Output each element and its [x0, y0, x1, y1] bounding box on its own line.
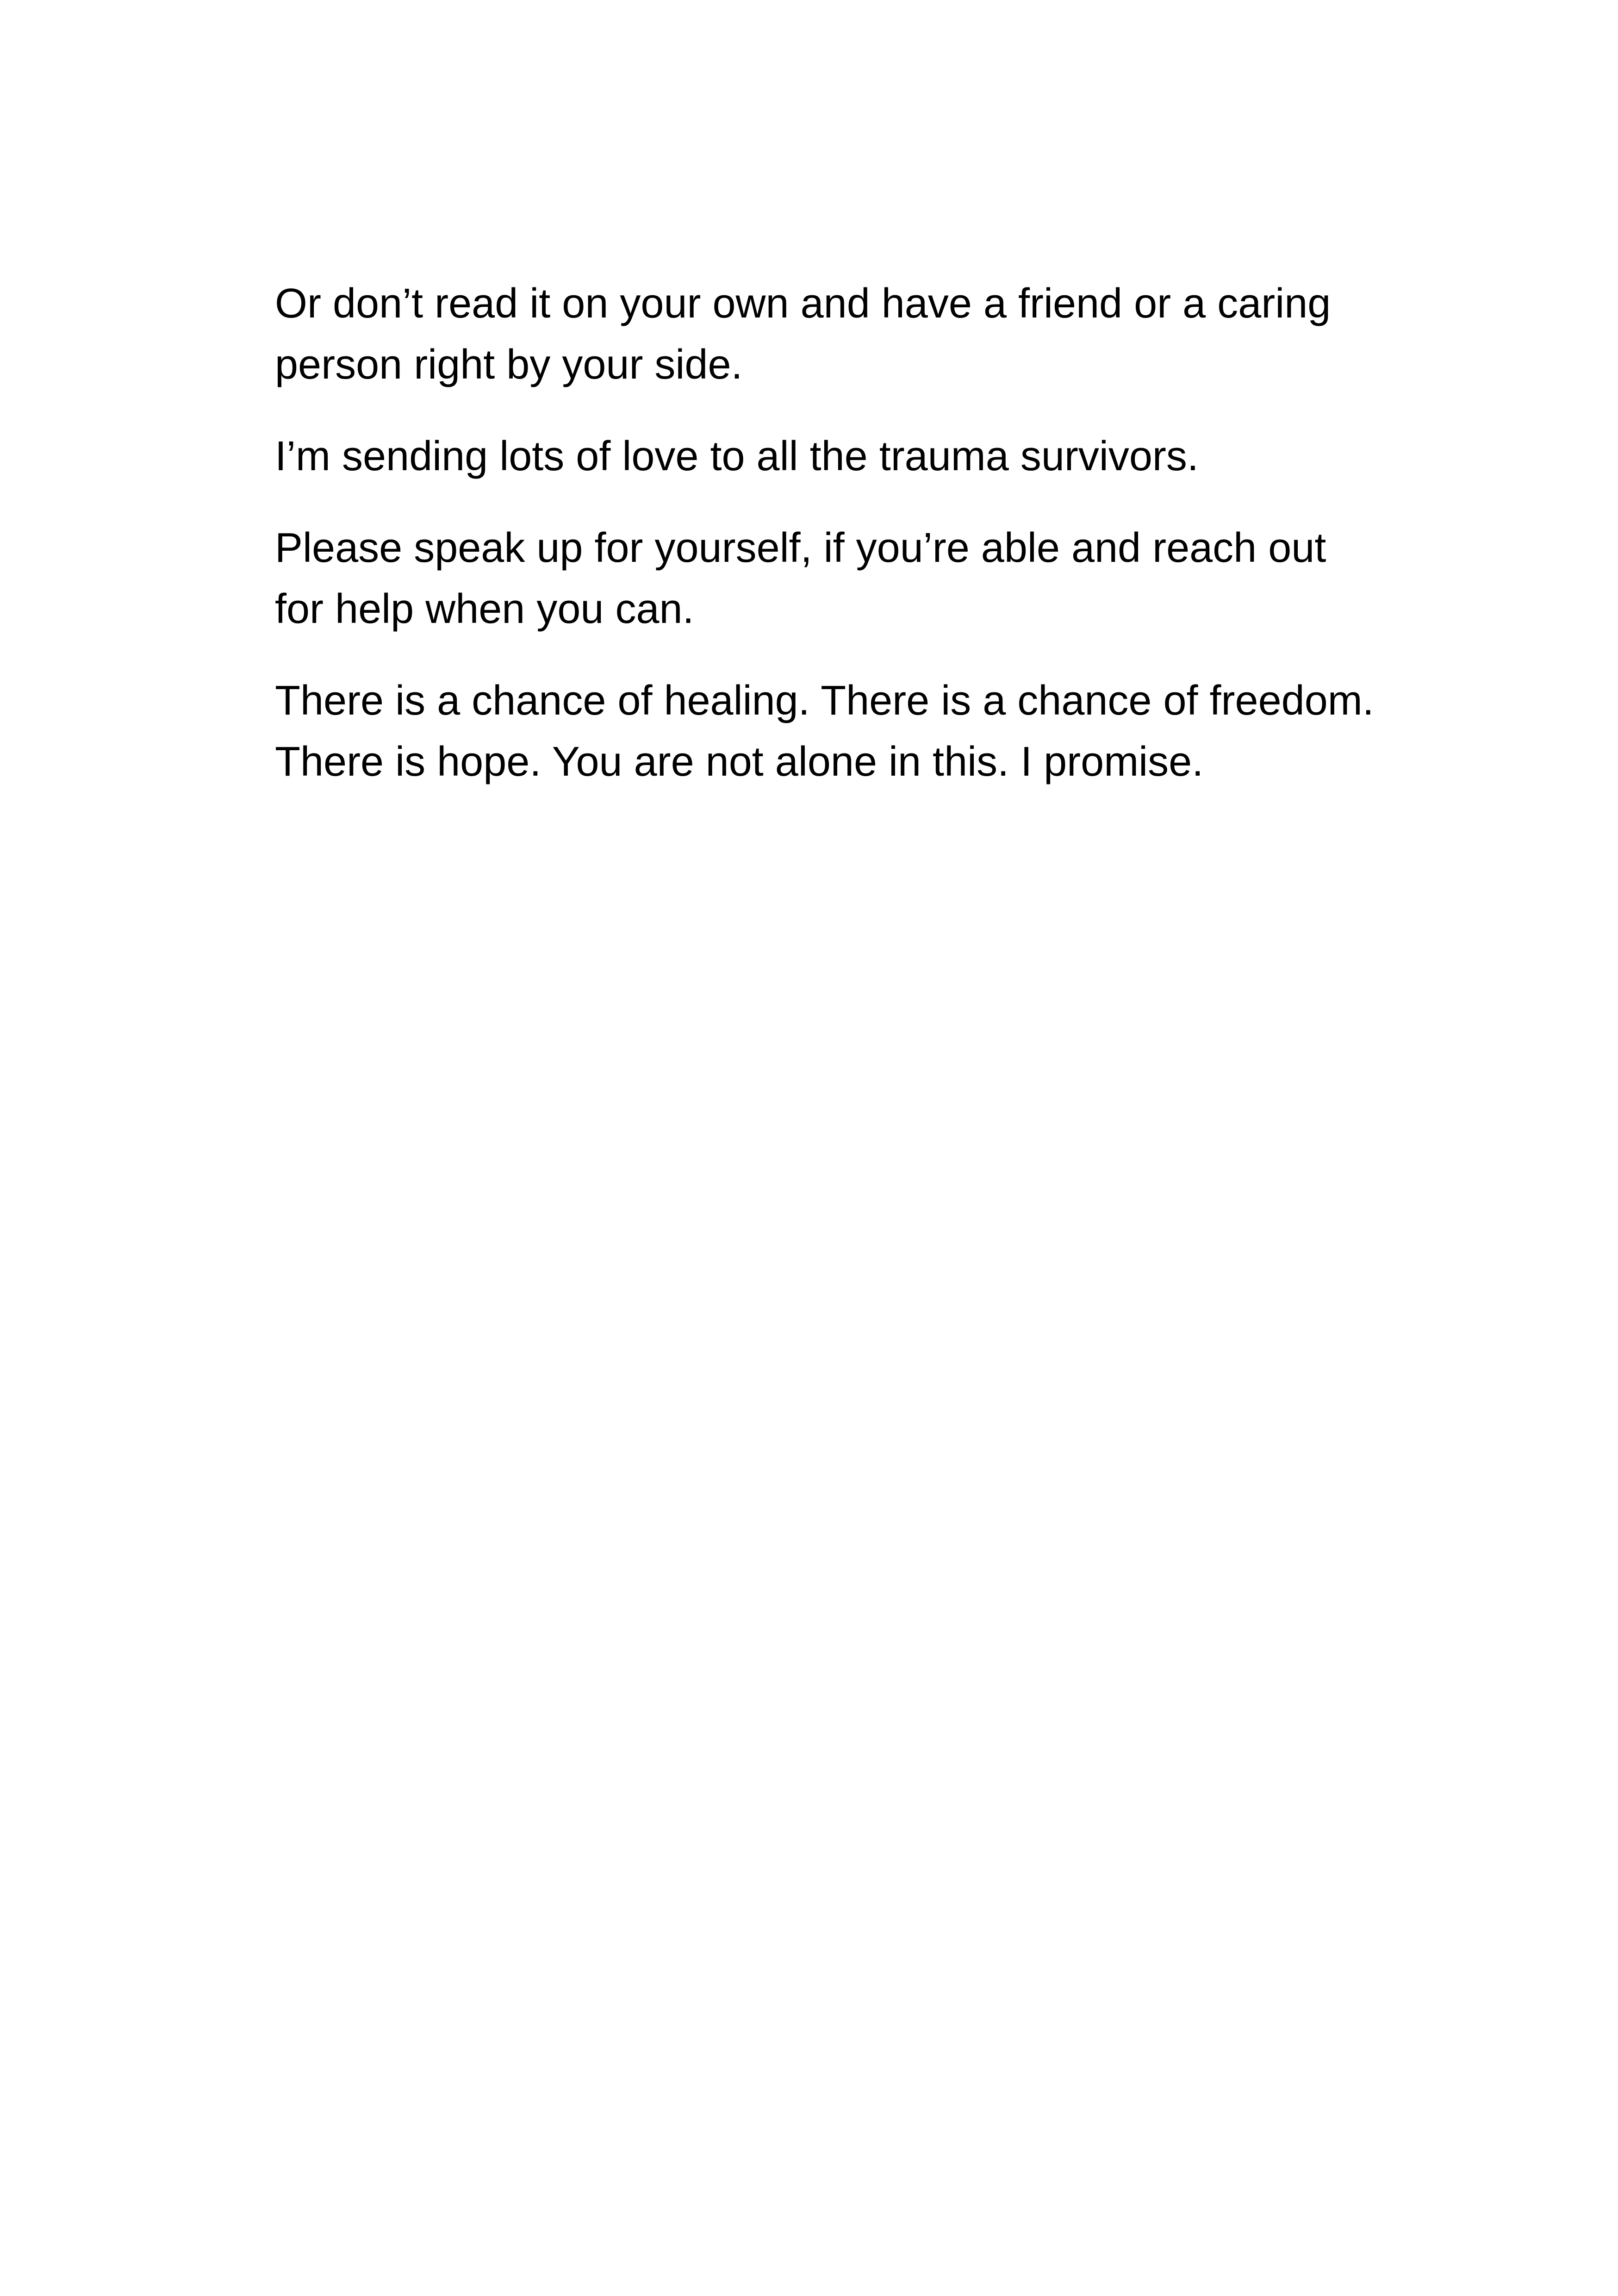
- paragraph-speak-up: Please speak up for yourself, if you’re able and reach out for help when you can.: [275, 525, 1326, 632]
- paragraph-reading-advice: Or don’t read it on your own and have a friend or a caring person right by your side.: [275, 280, 1331, 388]
- paragraph-sending-love: I’m sending lots of love to all the trauma survivors.: [275, 433, 1199, 479]
- paragraph-hope: There is a chance of healing. There is a chance of freedom. There is hope. You are not alone in this. I promise.: [275, 678, 1374, 785]
- body-text: [275, 273, 1376, 823]
